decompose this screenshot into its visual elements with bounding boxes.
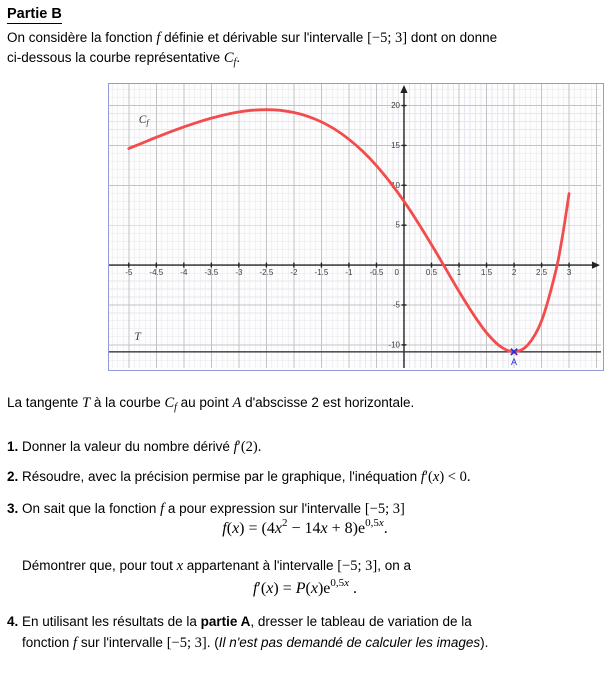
text-run: + 8)e — [327, 520, 366, 537]
text-run: à la courbe — [90, 395, 165, 410]
svg-text:-3: -3 — [235, 268, 243, 278]
question-number: 3. — [7, 501, 19, 516]
svg-text:-2: -2 — [290, 268, 298, 278]
math-f: f — [233, 439, 238, 455]
math-t: T — [82, 395, 91, 411]
graph-canvas — [109, 84, 601, 368]
math-f: f — [252, 580, 258, 597]
text-run: d'abscisse 2 est horizontale. — [241, 395, 415, 410]
question-4-line-1 — [7, 613, 472, 631]
intro-line-1 — [7, 29, 497, 47]
text-run: fonction — [22, 635, 74, 650]
exponent-x: x — [378, 516, 384, 529]
text-run: . ( — [206, 635, 219, 650]
svg-text:-1.5: -1.5 — [314, 268, 329, 278]
svg-text:-3.5: -3.5 — [204, 268, 219, 278]
text-run: , on a — [377, 558, 411, 573]
svg-text:2.5: 2.5 — [536, 268, 548, 278]
formula-fprime — [0, 576, 610, 598]
text-run: sur l'intervalle — [77, 635, 167, 650]
svg-text:5: 5 — [395, 220, 400, 230]
svg-text:0.5: 0.5 — [425, 268, 438, 278]
question-number: 1. — [7, 439, 19, 454]
question-3 — [7, 500, 405, 518]
x-axis-arrow — [592, 261, 600, 268]
math-x: x — [232, 520, 240, 537]
subscript-f: f — [174, 402, 177, 413]
text-run: . — [236, 50, 241, 65]
math-p: P — [295, 580, 306, 597]
text-run: , dresser le tableau de variation de la — [250, 614, 472, 629]
demonstrate-statement — [22, 557, 411, 575]
svg-text:20: 20 — [391, 101, 400, 111]
math-f: f — [73, 635, 78, 651]
x-tick-labels — [125, 268, 572, 277]
svg-text:-5: -5 — [392, 300, 400, 310]
text-run: ( — [305, 580, 311, 597]
interval-notation: [−5; 3] — [166, 635, 207, 651]
text-run: dont on donne — [407, 30, 498, 45]
tangent-statement — [7, 394, 414, 414]
text-run: On sait que la fonction — [18, 501, 161, 516]
math-f: f — [420, 469, 425, 485]
question-1 — [7, 438, 261, 456]
svg-text:-4.5: -4.5 — [149, 268, 164, 278]
svg-text:10: 10 — [391, 180, 400, 190]
question-number: 4. — [7, 614, 19, 629]
text-run: ′( — [257, 580, 267, 597]
origin-label: 0 — [394, 268, 399, 278]
exponent: 0,5 — [365, 516, 379, 529]
math-f: f — [222, 520, 227, 537]
svg-text:-2.5: -2.5 — [259, 268, 274, 278]
text-run: a pour expression sur l'intervalle — [164, 501, 365, 516]
text-run: ) = (4 — [239, 520, 275, 537]
svg-text:1: 1 — [456, 268, 462, 278]
svg-text:2: 2 — [511, 268, 517, 278]
exercise-title — [7, 5, 62, 24]
text-run: En utilisant les résultats de la — [18, 614, 201, 629]
text-run: définie et dérivable sur l'intervalle — [160, 30, 368, 45]
text-run: . — [349, 580, 358, 597]
text-run: ). — [480, 635, 489, 650]
subscript-f: f — [233, 57, 237, 68]
exponent: 2 — [281, 516, 288, 529]
text-run: On considère la fonction — [7, 30, 157, 45]
math-a: A — [232, 395, 242, 411]
math-prime: ′( — [424, 469, 433, 485]
text-run: )e — [317, 580, 331, 597]
text-run: appartenant à l'intervalle — [183, 558, 338, 573]
function-graph-figure — [108, 83, 604, 371]
bold-part-a: partie A — [200, 614, 251, 629]
formula-fx — [0, 516, 610, 538]
interval-notation: [−5; 3] — [367, 30, 408, 46]
svg-text:-1: -1 — [345, 268, 353, 278]
italic-note: Il n'est pas demandé de calculer les images — [218, 635, 481, 650]
intro-line-2 — [7, 49, 240, 69]
text-run: ) = — [273, 580, 296, 597]
exponent: 0,5 — [330, 576, 345, 589]
text-run: Résoudre, avec la précision permise par le graphique, l'inéquation — [18, 469, 421, 484]
svg-text:-5: -5 — [125, 268, 133, 278]
interval-notation: [−5; 3] — [337, 558, 378, 574]
text-run: Donner la valeur du nombre dérivé — [18, 439, 234, 454]
math-x: x — [176, 558, 184, 574]
math-f: f — [156, 30, 161, 46]
math-f: f — [160, 501, 165, 517]
text-run: Démontrer que, pour tout — [22, 558, 177, 573]
text-run: ( — [226, 520, 233, 537]
question-number: 2. — [7, 469, 19, 484]
title-text: Partie B — [7, 6, 62, 22]
math-x: x — [320, 520, 328, 537]
math-x: x — [432, 469, 440, 485]
math-inequality: ) < 0. — [439, 469, 471, 485]
curve-label-cf: Cf — [138, 114, 149, 128]
question-2 — [7, 468, 470, 486]
text-run: − 14 — [287, 520, 321, 537]
text-run: . — [383, 520, 388, 537]
math-x: x — [310, 580, 318, 597]
math-curve-c: C — [164, 395, 175, 411]
axes — [109, 90, 597, 368]
text-run: La tangente — [7, 395, 83, 410]
point-a-label: A — [511, 356, 518, 367]
svg-text:1.5: 1.5 — [480, 268, 493, 278]
interval-notation: [−5; 3] — [364, 501, 405, 517]
svg-text:-0.5: -0.5 — [369, 268, 384, 278]
svg-text:-10: -10 — [388, 340, 400, 350]
question-4-line-2 — [22, 634, 488, 652]
text-run: au point — [176, 395, 233, 410]
math-x: x — [274, 520, 282, 537]
math-x: x — [266, 580, 274, 597]
y-axis-arrow — [400, 85, 407, 93]
svg-text:15: 15 — [391, 140, 400, 150]
tangent-label-t: T — [134, 331, 141, 344]
math-curve-c: C — [223, 50, 234, 66]
text-run: ci-dessous la courbe représentative — [7, 50, 224, 65]
exponent-x: x — [344, 576, 350, 589]
math-prime-arg: ′(2). — [237, 439, 262, 455]
svg-text:-4: -4 — [180, 268, 188, 278]
svg-text:3: 3 — [566, 268, 572, 278]
